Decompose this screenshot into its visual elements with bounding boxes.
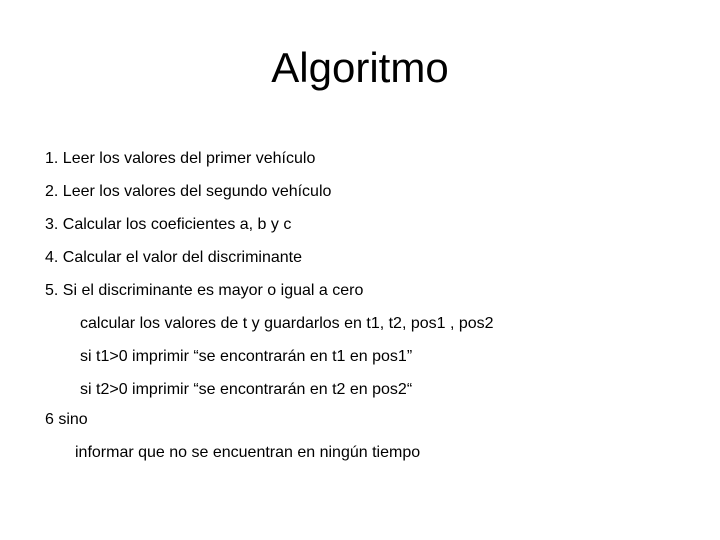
step-4: 4. Calcular el valor del discriminante (45, 249, 302, 266)
step-3: 3. Calcular los coeficientes a, b y c (45, 216, 292, 233)
slide-title: Algoritmo (271, 44, 449, 91)
step-6: 6 sino (45, 411, 88, 428)
step-5: 5. Si el discriminante es mayor o igual a cero (45, 282, 364, 299)
step-5-substep-t2: si t2>0 imprimir “se encontrarán en t2 en pos2“ (80, 381, 413, 398)
step-5-substep-calculate: calcular los valores de t y guardarlos en t1, t2, pos1 , pos2 (80, 315, 494, 332)
step-6-substep-inform: informar que no se encuentran en ningún tiempo (75, 444, 421, 461)
step-2: 2. Leer los valores del segundo vehículo (45, 183, 332, 200)
step-1: 1. Leer los valores del primer vehículo (45, 150, 316, 167)
step-5-substep-t1: si t1>0 imprimir “se encontrarán en t1 en pos1” (80, 348, 413, 365)
